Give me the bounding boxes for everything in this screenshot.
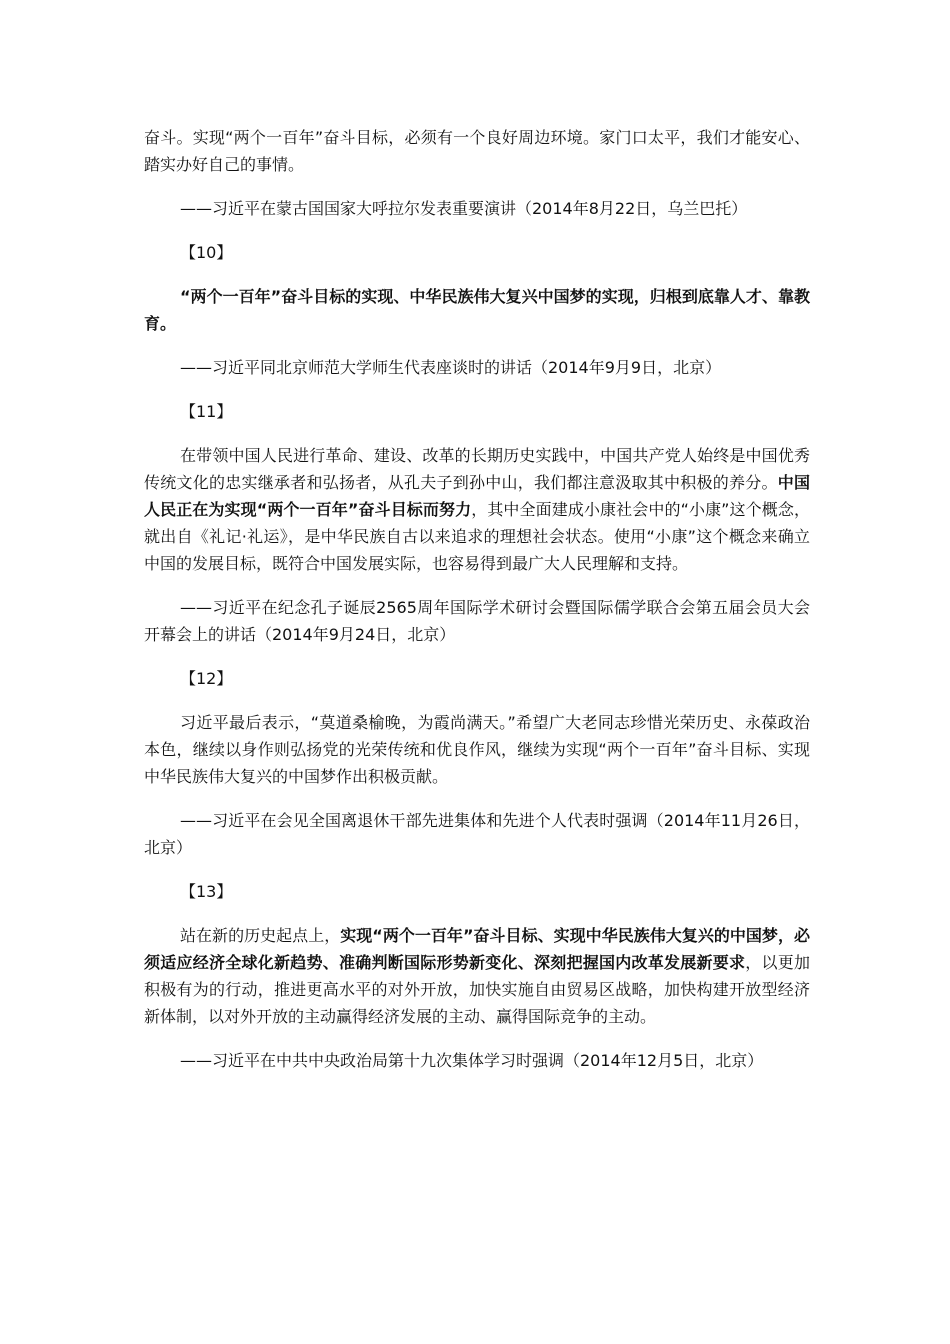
citation-9: ——习近平在蒙古国国家大呼拉尔发表重要演讲（2014年8月22日，乌兰巴托） xyxy=(180,199,748,218)
section-number-12: 【12】 xyxy=(180,669,233,688)
citation-12: ——习近平在会见全国离退休干部先进集体和先进个人代表时强调（2014年11月26日，北京） xyxy=(144,811,810,857)
quote-11-bold: 中国人民正在为实现“两个一百年”奋斗目标而努力 xyxy=(144,473,810,519)
quote-11 xyxy=(144,442,810,577)
section-number-13: 【13】 xyxy=(180,882,233,901)
section-number-10: 【10】 xyxy=(180,243,233,262)
citation-13: ——习近平在中共中央政治局第十九次集体学习时强调（2014年12月5日，北京） xyxy=(180,1051,764,1070)
document-body xyxy=(144,124,810,1091)
quote-13-part-c: ，以更加积极有为的行动，推进更高水平的对外开放，加快实施自由贸易区战略，加快构建开放型经济新体制，以对外开放的主动赢得经济发展的主动、赢得国际竞争的主动。 xyxy=(144,953,810,1026)
quote-13-bold: 实现“两个一百年”奋斗目标、实现中华民族伟大复兴的中国梦，必须适应经济全球化新趋势、准确判断国际形势新变化、深刻把握国内改革发展新要求 xyxy=(144,926,810,972)
citation-11: ——习近平在纪念孔子诞辰2565周年国际学术研讨会暨国际儒学联合会第五届会员大会开幕会上的讲话（2014年9月24日，北京） xyxy=(144,598,810,644)
quote-11-part-c: ，其中全面建成小康社会中的“小康”这个概念，就出自《礼记·礼运》，是中华民族自古以来追求的理想社会状态。使用“小康”这个概念来确立中国的发展目标，既符合中国发展实际，也容易得到最广大人民理解和支持。 xyxy=(144,500,810,573)
paragraph-continued: 奋斗。实现“两个一百年”奋斗目标，必须有一个良好周边环境。家门口太平，我们才能安心、踏实办好自己的事情。 xyxy=(144,128,810,174)
quote-13 xyxy=(144,922,810,1030)
quote-10: “两个一百年”奋斗目标的实现、中华民族伟大复兴中国梦的实现，归根到底靠人才、靠教育。 xyxy=(144,287,810,333)
quote-11-part-a: 在带领中国人民进行革命、建设、改革的长期历史实践中，中国共产党人始终是中国优秀传统文化的忠实继承者和弘扬者，从孔夫子到孙中山，我们都注意汲取其中积极的养分。 xyxy=(144,446,810,492)
citation-10: ——习近平同北京师范大学师生代表座谈时的讲话（2014年9月9日，北京） xyxy=(180,358,722,377)
section-number-11: 【11】 xyxy=(180,402,233,421)
quote-13-part-a: 站在新的历史起点上， xyxy=(180,926,341,945)
quote-12: 习近平最后表示，“莫道桑榆晚，为霞尚满天。”希望广大老同志珍惜光荣历史、永葆政治本色，继续以身作则弘扬党的光荣传统和优良作风，继续为实现“两个一百年”奋斗目标、实现中华民族伟大复兴的中国梦作出积极贡献。 xyxy=(144,713,810,786)
